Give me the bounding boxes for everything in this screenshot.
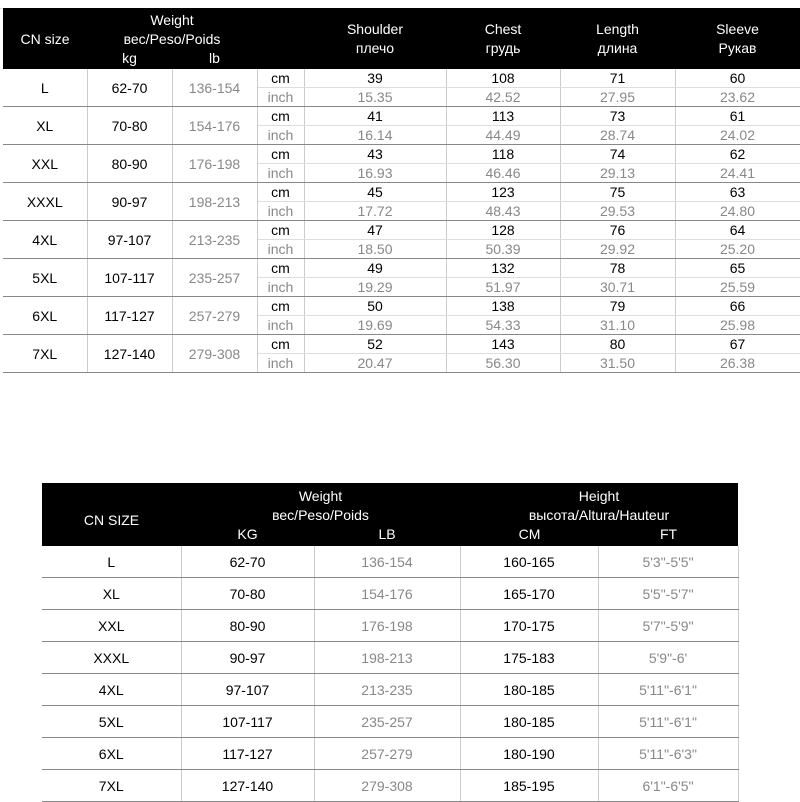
kg-cell: 62-70 — [87, 69, 172, 107]
header-chest — [446, 8, 560, 69]
cm-cell: 180-185 — [460, 706, 598, 738]
sleeve-inch-cell: 24.80 — [675, 202, 800, 221]
size-cell: XL — [3, 107, 87, 145]
header-weight-sub: вес/Peso/Poids — [123, 30, 221, 47]
kg-cell: 80-90 — [181, 610, 314, 642]
lb-cell: 235-257 — [314, 706, 460, 738]
unit-inch-label: inch — [257, 354, 304, 373]
size-cell: 6XL — [42, 738, 181, 770]
unit-cm-label: cm — [257, 69, 304, 88]
unit-cm-label: cm — [257, 297, 304, 316]
table-row — [3, 221, 800, 240]
header-cn-size: CN size — [3, 8, 87, 69]
length-cm-cell: 74 — [560, 145, 675, 164]
chest-cm-cell: 128 — [446, 221, 560, 240]
header-weight-title: Weight — [298, 487, 343, 504]
kg-cell: 117-127 — [181, 738, 314, 770]
cm-cell: 180-190 — [460, 738, 598, 770]
size-cell: XL — [42, 578, 181, 610]
size-weight-height-table — [42, 483, 739, 802]
shoulder-inch-cell: 18.50 — [304, 240, 446, 259]
sleeve-inch-cell: 24.02 — [675, 126, 800, 145]
unit-inch-label: inch — [257, 164, 304, 183]
unit-inch-label: inch — [257, 126, 304, 145]
header-weight-sub: вес/Peso/Poids — [272, 506, 369, 523]
lb-cell: 176-198 — [314, 610, 460, 642]
length-cm-cell: 79 — [560, 297, 675, 316]
lb-cell: 279-308 — [314, 770, 460, 802]
ft-cell: 5'5"-5'7" — [598, 578, 738, 610]
table-row — [3, 297, 800, 316]
sleeve-inch-cell: 25.20 — [675, 240, 800, 259]
ft-cell: 5'11"-6'1" — [598, 706, 738, 738]
unit-cm-label: cm — [257, 259, 304, 278]
lb-cell: 279-308 — [172, 335, 257, 373]
size-cell: 7XL — [3, 335, 87, 373]
chest-inch-cell: 46.46 — [446, 164, 560, 183]
lb-cell: 198-213 — [314, 642, 460, 674]
lb-cell: 257-279 — [172, 297, 257, 335]
cm-cell: 170-175 — [460, 610, 598, 642]
header-sleeve-ru: Рукав — [718, 40, 757, 56]
header-lb: lb — [209, 49, 220, 66]
size-measurement-table — [3, 8, 800, 373]
table-row — [42, 674, 738, 706]
lb-cell: 136-154 — [172, 69, 257, 107]
header-ft: FT — [659, 525, 678, 542]
shoulder-inch-cell: 16.14 — [304, 126, 446, 145]
unit-cm-label: cm — [257, 145, 304, 164]
size-cell: 7XL — [42, 770, 181, 802]
lb-cell: 154-176 — [314, 578, 460, 610]
kg-cell: 97-107 — [87, 221, 172, 259]
cm-cell: 180-185 — [460, 674, 598, 706]
table-row — [42, 642, 738, 674]
chest-inch-cell: 42.52 — [446, 88, 560, 107]
table-row — [42, 738, 738, 770]
chest-cm-cell: 123 — [446, 183, 560, 202]
unit-inch-label: inch — [257, 240, 304, 259]
lb-cell: 235-257 — [172, 259, 257, 297]
sleeve-inch-cell: 24.41 — [675, 164, 800, 183]
shoulder-cm-cell: 41 — [304, 107, 446, 126]
kg-cell: 127-140 — [87, 335, 172, 373]
header-weight — [181, 483, 460, 546]
header-lb: LB — [378, 525, 396, 542]
chest-inch-cell: 54.33 — [446, 316, 560, 335]
ft-cell: 5'11"-6'3" — [598, 738, 738, 770]
lb-cell: 154-176 — [172, 107, 257, 145]
table-row — [42, 706, 738, 738]
size-cell: XXL — [42, 610, 181, 642]
sleeve-cm-cell: 65 — [675, 259, 800, 278]
length-inch-cell: 28.74 — [560, 126, 675, 145]
sleeve-inch-cell: 25.59 — [675, 278, 800, 297]
table-row — [3, 107, 800, 126]
size-cell: 6XL — [3, 297, 87, 335]
length-cm-cell: 71 — [560, 69, 675, 88]
kg-cell: 127-140 — [181, 770, 314, 802]
shoulder-cm-cell: 39 — [304, 69, 446, 88]
shoulder-cm-cell: 52 — [304, 335, 446, 354]
ft-cell: 5'7"-5'9" — [598, 610, 738, 642]
unit-inch-label: inch — [257, 202, 304, 221]
kg-cell: 90-97 — [181, 642, 314, 674]
header-shoulder — [304, 8, 446, 69]
shoulder-inch-cell: 19.69 — [304, 316, 446, 335]
ft-cell: 5'3"-5'5" — [598, 546, 738, 578]
header-height-sub: высота/Altura/Hauteur — [528, 506, 670, 523]
chest-inch-cell: 51.97 — [446, 278, 560, 297]
header-weight — [87, 8, 257, 69]
length-inch-cell: 31.50 — [560, 354, 675, 373]
ft-cell: 6'1"-6'5" — [598, 770, 738, 802]
header-height — [460, 483, 738, 546]
sleeve-inch-cell: 23.62 — [675, 88, 800, 107]
unit-cm-label: cm — [257, 335, 304, 354]
sleeve-cm-cell: 62 — [675, 145, 800, 164]
header-height-title: Height — [578, 487, 620, 504]
table-row — [3, 145, 800, 164]
unit-cm-label: cm — [257, 107, 304, 126]
table-row — [42, 546, 738, 578]
shoulder-inch-cell: 17.72 — [304, 202, 446, 221]
length-cm-cell: 75 — [560, 183, 675, 202]
size-cell: L — [3, 69, 87, 107]
sleeve-cm-cell: 61 — [675, 107, 800, 126]
size-cell: XXL — [3, 145, 87, 183]
chest-inch-cell: 50.39 — [446, 240, 560, 259]
header-unit — [257, 8, 304, 69]
header-chest-en: Chest — [484, 21, 522, 37]
kg-cell: 62-70 — [181, 546, 314, 578]
sleeve-inch-cell: 26.38 — [675, 354, 800, 373]
header-shoulder-ru: плечо — [355, 40, 395, 56]
sleeve-cm-cell: 63 — [675, 183, 800, 202]
lb-cell: 257-279 — [314, 738, 460, 770]
lb-cell: 176-198 — [172, 145, 257, 183]
chest-inch-cell: 44.49 — [446, 126, 560, 145]
chest-inch-cell: 56.30 — [446, 354, 560, 373]
lb-cell: 213-235 — [172, 221, 257, 259]
chest-inch-cell: 48.43 — [446, 202, 560, 221]
header-length-ru: длина — [597, 40, 638, 56]
table-row — [3, 183, 800, 202]
sleeve-cm-cell: 67 — [675, 335, 800, 354]
table-row — [42, 770, 738, 802]
shoulder-inch-cell: 15.35 — [304, 88, 446, 107]
length-inch-cell: 29.13 — [560, 164, 675, 183]
length-cm-cell: 78 — [560, 259, 675, 278]
length-inch-cell: 31.10 — [560, 316, 675, 335]
length-cm-cell: 73 — [560, 107, 675, 126]
shoulder-inch-cell: 20.47 — [304, 354, 446, 373]
shoulder-cm-cell: 47 — [304, 221, 446, 240]
length-cm-cell: 80 — [560, 335, 675, 354]
size-cell: XXXL — [42, 642, 181, 674]
header-sleeve — [675, 8, 800, 69]
shoulder-cm-cell: 43 — [304, 145, 446, 164]
size-cell: XXXL — [3, 183, 87, 221]
table-row — [42, 610, 738, 642]
cm-cell: 160-165 — [460, 546, 598, 578]
unit-cm-label: cm — [257, 183, 304, 202]
header-kg: kg — [122, 49, 137, 66]
shoulder-inch-cell: 16.93 — [304, 164, 446, 183]
unit-inch-label: inch — [257, 316, 304, 335]
table-row — [42, 578, 738, 610]
size-cell: 4XL — [3, 221, 87, 259]
ft-cell: 5'9"-6' — [598, 642, 738, 674]
unit-inch-label: inch — [257, 278, 304, 297]
kg-cell: 70-80 — [181, 578, 314, 610]
kg-cell: 107-117 — [181, 706, 314, 738]
header-cn-size: CN SIZE — [42, 483, 181, 546]
chest-cm-cell: 138 — [446, 297, 560, 316]
cm-cell: 165-170 — [460, 578, 598, 610]
sleeve-cm-cell: 66 — [675, 297, 800, 316]
size-cell: 5XL — [42, 706, 181, 738]
length-inch-cell: 27.95 — [560, 88, 675, 107]
lb-cell: 136-154 — [314, 546, 460, 578]
table-row — [3, 259, 800, 278]
length-cm-cell: 76 — [560, 221, 675, 240]
header-chest-ru: грудь — [485, 40, 521, 56]
header-shoulder-en: Shoulder — [346, 21, 404, 37]
cm-cell: 185-195 — [460, 770, 598, 802]
shoulder-cm-cell: 50 — [304, 297, 446, 316]
sleeve-cm-cell: 64 — [675, 221, 800, 240]
lb-cell: 198-213 — [172, 183, 257, 221]
lb-cell: 213-235 — [314, 674, 460, 706]
length-inch-cell: 29.92 — [560, 240, 675, 259]
kg-cell: 90-97 — [87, 183, 172, 221]
kg-cell: 117-127 — [87, 297, 172, 335]
length-inch-cell: 30.71 — [560, 278, 675, 297]
kg-cell: 80-90 — [87, 145, 172, 183]
size-cell: 4XL — [42, 674, 181, 706]
cm-cell: 175-183 — [460, 642, 598, 674]
kg-cell: 97-107 — [181, 674, 314, 706]
header-kg: KG — [237, 525, 258, 542]
shoulder-inch-cell: 19.29 — [304, 278, 446, 297]
size-cell: L — [42, 546, 181, 578]
header-weight-title: Weight — [150, 11, 194, 28]
ft-cell: 5'11"-6'1" — [598, 674, 738, 706]
header-length-en: Length — [596, 21, 639, 37]
unit-cm-label: cm — [257, 221, 304, 240]
header-sleeve-en: Sleeve — [716, 21, 759, 37]
length-inch-cell: 29.53 — [560, 202, 675, 221]
chest-cm-cell: 108 — [446, 69, 560, 88]
chest-cm-cell: 143 — [446, 335, 560, 354]
size-cell: 5XL — [3, 259, 87, 297]
kg-cell: 107-117 — [87, 259, 172, 297]
table-row — [3, 335, 800, 354]
header-cm: CM — [518, 525, 541, 542]
unit-inch-label: inch — [257, 88, 304, 107]
sleeve-inch-cell: 25.98 — [675, 316, 800, 335]
shoulder-cm-cell: 45 — [304, 183, 446, 202]
kg-cell: 70-80 — [87, 107, 172, 145]
header-length — [560, 8, 675, 69]
sleeve-cm-cell: 60 — [675, 69, 800, 88]
table-row — [3, 69, 800, 88]
chest-cm-cell: 113 — [446, 107, 560, 126]
shoulder-cm-cell: 49 — [304, 259, 446, 278]
chest-cm-cell: 118 — [446, 145, 560, 164]
chest-cm-cell: 132 — [446, 259, 560, 278]
